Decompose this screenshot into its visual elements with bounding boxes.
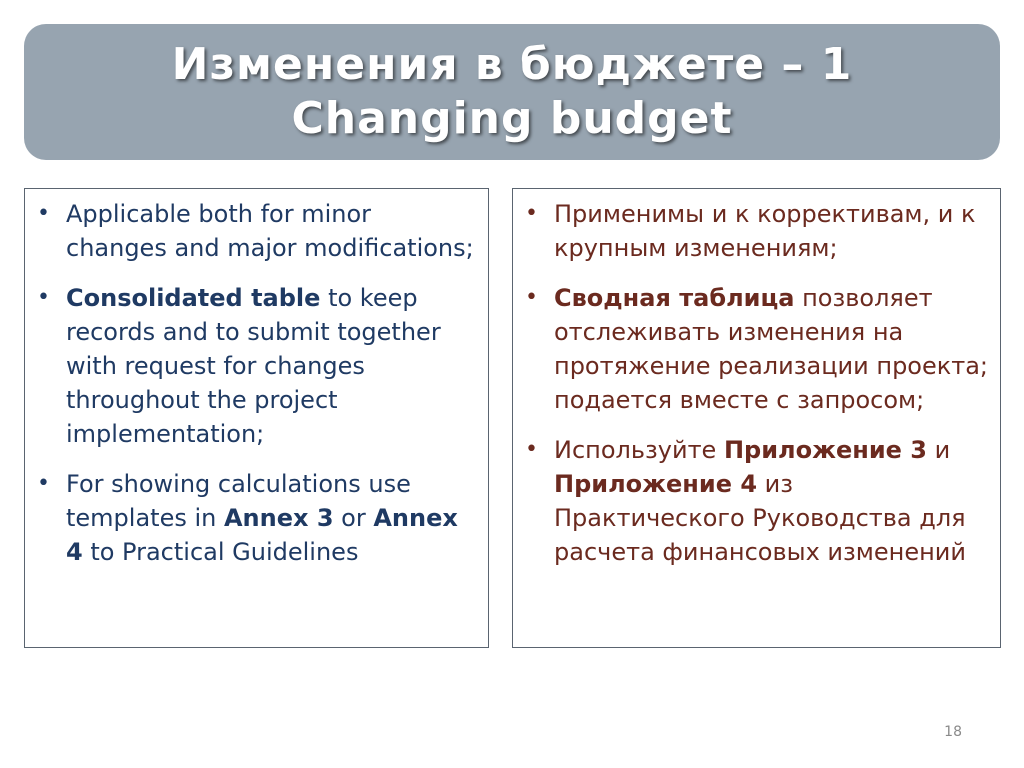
bullet-icon: • — [525, 201, 538, 226]
bullet-icon: • — [525, 285, 538, 310]
bullet-text: из Практического Руководства для расчета финансовых изменений — [554, 470, 966, 566]
list-item — [35, 197, 478, 265]
list-item — [523, 433, 990, 569]
russian-text-panel — [512, 188, 1001, 648]
bullet-emphasis: Приложение 3 — [723, 436, 927, 464]
list-item — [523, 281, 990, 417]
bullet-text: Applicable both for minor changes and major modifications; — [66, 200, 474, 262]
bullet-text: or — [333, 504, 374, 532]
list-item — [523, 197, 990, 265]
page-number: 18 — [944, 724, 962, 740]
bullet-emphasis: Приложение 4 — [554, 470, 758, 498]
bullet-icon: • — [525, 437, 538, 462]
bullet-text: Используйте — [554, 436, 724, 464]
english-text-panel — [24, 188, 489, 648]
bullet-text: и — [927, 436, 951, 464]
bullet-text: For showing calculations use templates in — [66, 470, 411, 532]
bullet-text: to keep records and to submit together with request for changes throughout the project implementation; — [66, 284, 441, 448]
title-line-english: Changing budget — [291, 93, 733, 144]
title-banner — [24, 24, 1000, 160]
bullet-text: Применимы и к коррективам, и к крупным изменениям; — [554, 200, 976, 262]
bullet-icon: • — [37, 285, 50, 310]
bullet-emphasis: Annex 4 — [66, 504, 458, 566]
russian-bullet-list — [523, 197, 990, 569]
bullet-text: позволяет отслеживать изменения на протяжение реализации проекта; подается вместе с запросом; — [554, 284, 989, 414]
list-item — [35, 467, 478, 569]
bullet-emphasis: Сводная таблица — [554, 284, 795, 312]
bullet-text: to Practical Guidelines — [82, 538, 359, 566]
english-bullet-list — [35, 197, 478, 569]
title-line-russian: Изменения в бюджете – 1 — [171, 39, 853, 90]
bullet-emphasis: Annex 3 — [223, 504, 334, 532]
list-item — [35, 281, 478, 451]
bullet-emphasis: Consolidated table — [66, 284, 321, 312]
bullet-icon: • — [37, 471, 50, 496]
bullet-icon: • — [37, 201, 50, 226]
